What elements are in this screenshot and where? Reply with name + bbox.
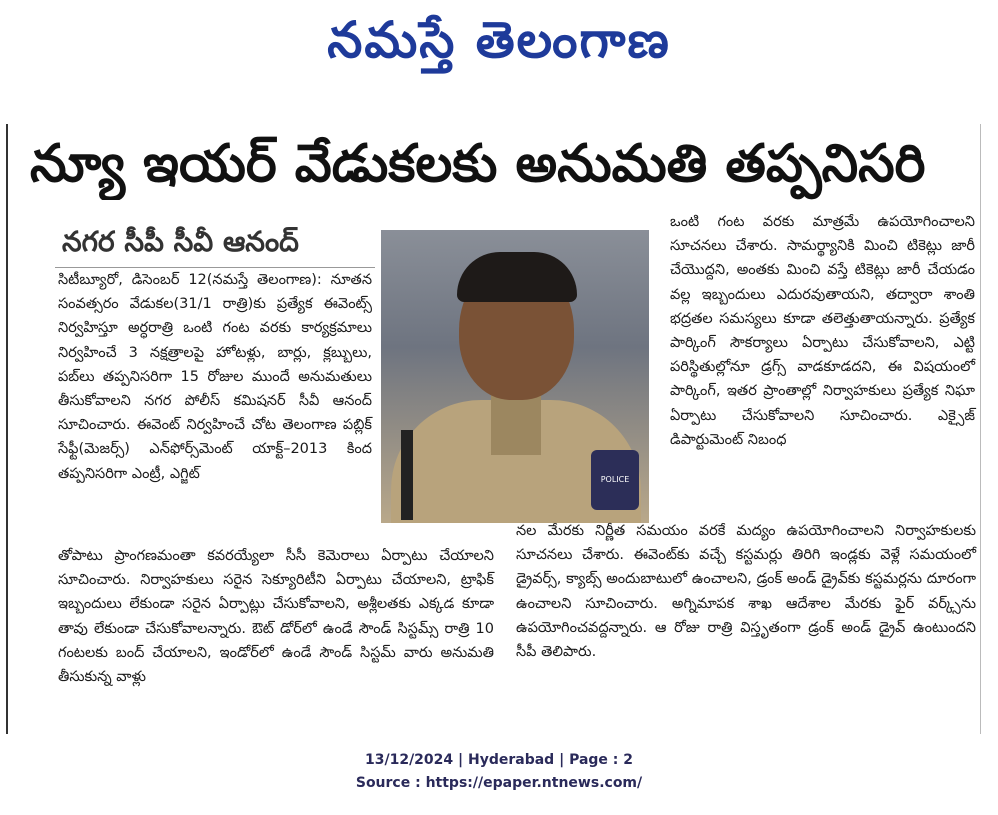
photo-hair [457,252,577,302]
newspaper-masthead: నమస్తే తెలంగాణ [327,10,671,69]
article-text-col3-bottom: నల మేరకు నిర్ణీత సమయం వరకే మద్యం ఉపయోగించాలని నిర్వాహకులకు సూచనలు చేశారు. ఈవెంట్‌కు వచ్చే కస్టమర్లు తిరిగి ఇండ్లకు వెళ్లే సమయంలో డ్రైవర్స్, క్యాబ్స్ అందుబాటులో ఉంచాలని, డ్రంక్ అండ్ డ్రైవ్‌కు కస్టమర్లను దూరంగా ఉంచాలని సూచించారు. అగ్నిమాపక శాఖ ఆదేశాల మేరకు ఫైర్ వర్క్స్‌ను ఉపయోగించవద్దన్నారు. ఆ రోజు రాత్రి విస్తృతంగా డ్రంక్ అండ్ డ్రైవ్ ఉంటుందని సీపీ తెలిపారు. [516,523,976,661]
photo-collar [491,395,541,455]
article-text-col1-bottom: తోపాటు ప్రాంగణమంతా కవరయ్యేలా సీసీ కెమెరాలు ఏర్పాటు చేయాలని సూచించారు. నిర్వాహకులు సరైన సెక్యూరిటీని ఏర్పాటు చేయాలని, ట్రాఫిక్ ఇబ్బందులు లేకుండా సరైన ఏర్పాట్లు చేసుకోవాలని, అశ్లీలతకు ఎక్కడ కూడా తావు లేకుండా చేసుకోవాలన్నారు. ఔట్ డోర్‌లో ఉండే సౌండ్ సిస్టమ్స్ రాత్రి 10 గంటలకు బంద్ చేయాలని, ఇండోర్‌లో ఉండే సౌండ్ సిస్టమ్ వారు అనుమతి తీసుకున్న వాళ్లు [58,548,494,686]
article-photo [381,230,649,523]
article-text-col1-top: సిటీబ్యూరో, డిసెంబర్ 12(నమస్తే తెలంగాణ): నూతన సంవత్సరం వేడుకల(31/1 రాత్రి)కు ప్రత్యేక ఈవెంట్స్ నిర్వహిస్తూ అర్ధరాత్రి ఒంటి గంట వరకు కార్యక్రమాలు నిర్వహించే 3 నక్షత్రాలపై హోటళ్లు, బార్లు, క్లబ్బులు, పబ్‌లు తప్పనిసరిగా 15 రోజుల ముందే అనుమతులు తీసుకోవాలని నగర పోలీస్ కమిషనర్ సీవీ ఆనంద్ సూచించారు. ఈవెంట్ నిర్వహించే చోట తెలంగాణ పబ్లిక్ సేఫ్టీ(మెజర్స్) ఎన్‌ఫోర్స్‌మెంట్ యాక్ట్–2013 కింద తప్పనిసరిగా ఎంట్రీ, ఎగ్జిట్ [58,272,372,482]
article-text-col3-top: ఒంటి గంట వరకు మాత్రమే ఉపయోగించాలని సూచనలు చేశారు. సామర్థ్యానికి మించి టికెట్లు జారీ చేయొద్దని, అంతకు మించి వస్తే టికెట్లు జారీ చేయడం వల్ల ఇబ్బందులు ఎదురవుతాయని, తద్వారా శాంతి భద్రతల సమస్యలు కూడా తలెత్తుతాయన్నారు. ప్రత్యేక పార్కింగ్ సౌకర్యాలు ఏర్పాటు చేసుకోవాలని, ఎట్టి పరిస్థితుల్లోనూ డ్రగ్స్ వాడకూడదని, ఈ విషయంలో పార్కింగ్, ఇతర ప్రాంతాల్లో నిర్వాహకులు ప్రత్యేక నిఘా ఏర్పాటు చేసుకోవాలని సూచించారు. ఎక్సైజ్ డిపార్టుమెంట్ నిబంధ [670,214,975,448]
footer-source: Source : https://epaper.ntnews.com/ [355,775,643,791]
right-border [980,124,981,734]
article-byline: నగర సీపీ సీవీ ఆనంద్ [62,225,299,258]
photo-microphone [401,430,413,520]
article-headline: న్యూ ఇయర్ వేడుకలకు అనుమతి తప్పనిసరి [30,134,926,194]
left-border [6,124,8,734]
photo-police-badge: POLICE [591,450,639,510]
footer-dateline: 13/12/2024 | Hyderabad | Page : 2 [364,752,634,768]
